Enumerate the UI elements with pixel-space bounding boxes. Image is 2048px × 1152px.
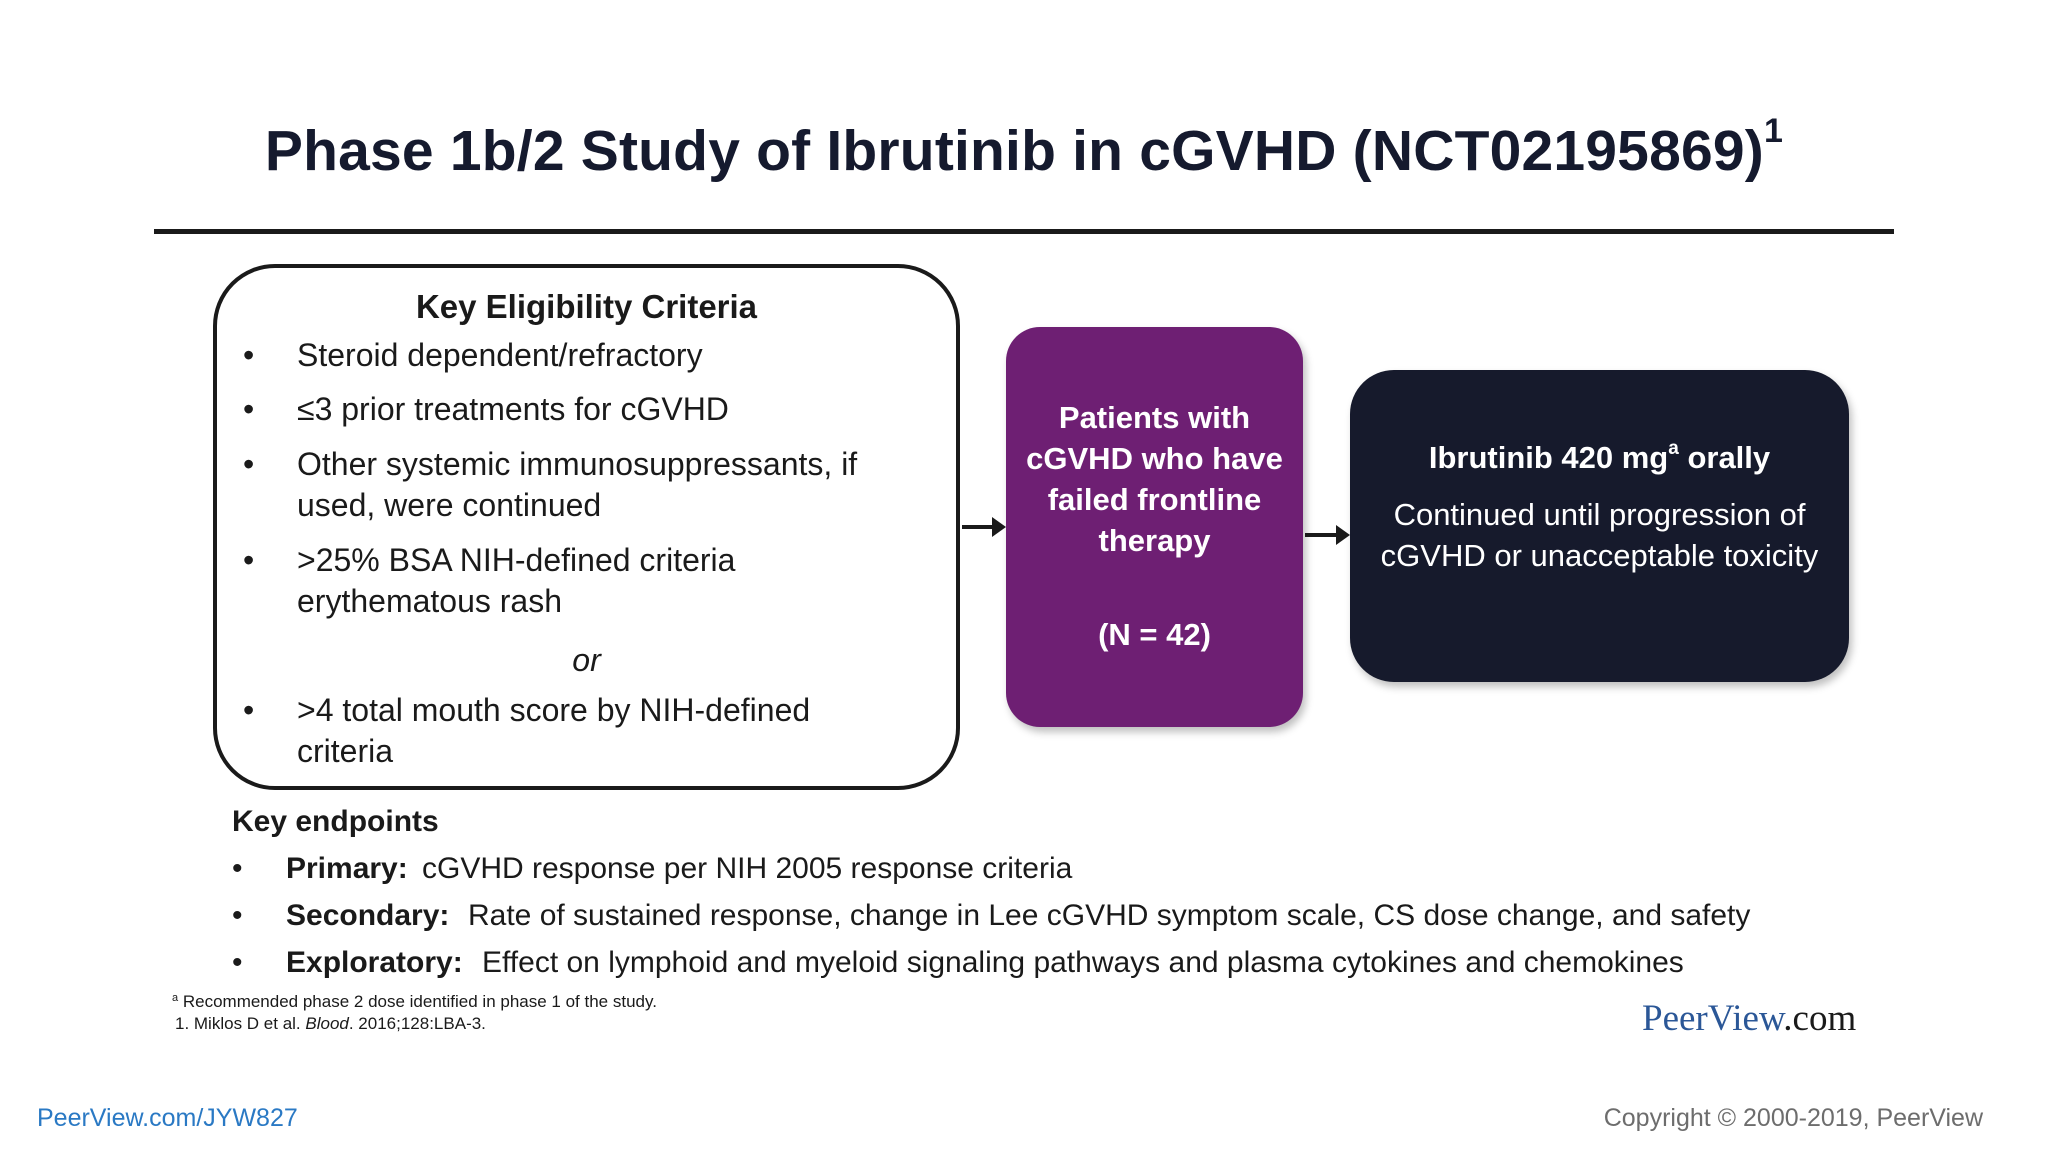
bullet: • <box>243 692 255 728</box>
bullet: • <box>232 899 243 932</box>
endpoints-title: Key endpoints <box>232 805 439 838</box>
peerview-logo <box>1642 997 1856 1040</box>
bullet: • <box>232 852 243 885</box>
patients-description: Patients with cGVHD who have failed frontline therapy <box>1026 400 1283 558</box>
patients-box <box>1006 327 1303 727</box>
bullet: • <box>243 391 255 427</box>
treatment-drug: Ibrutinib 420 mg <box>1428 440 1669 475</box>
bullet: • <box>243 337 255 373</box>
criteria-title: Key Eligibility Criteria <box>415 288 758 325</box>
bullet: • <box>243 446 255 482</box>
footnote-reference <box>175 1014 486 1034</box>
slide-title-ref: 1 <box>1763 112 1784 150</box>
endpoint-label: Primary: <box>286 852 408 885</box>
criteria-or: or <box>572 642 601 678</box>
criteria-item-text: ≤3 prior treatments for cGVHD <box>297 391 729 427</box>
endpoint-text: cGVHD response per NIH 2005 response criteria <box>422 852 1073 885</box>
arrow-right-icon <box>962 525 1002 529</box>
footnote-a-mark: a <box>172 992 179 1004</box>
logo-suffix: .com <box>1783 998 1857 1039</box>
treatment-box <box>1350 370 1849 682</box>
title-divider <box>154 229 1894 234</box>
footnote-a-text: Recommended phase 2 dose identified in phase 1 of the study. <box>178 992 657 1011</box>
treatment-footnote-mark: a <box>1668 438 1679 459</box>
logo-name: PeerView <box>1642 998 1784 1039</box>
footnote-a <box>172 992 657 1012</box>
criteria-item-text: Other systemic immunosuppressants, if used, were continued <box>297 446 858 523</box>
criteria-item-text: >25% BSA NIH-defined criteria erythematous rash <box>297 542 736 619</box>
endpoint-label: Exploratory: <box>286 946 463 979</box>
reference-details: . 2016;128:LBA-3. <box>348 1014 486 1033</box>
endpoint-label: Secondary: <box>286 899 450 932</box>
bullet: • <box>232 946 243 979</box>
criteria-item-text: Steroid dependent/refractory <box>297 337 703 373</box>
reference-journal: Blood <box>305 1014 349 1033</box>
eligibility-criteria-box <box>213 264 960 790</box>
slide-title-text: Phase 1b/2 Study of Ibrutinib in cGVHD (NCT02195869) <box>264 119 1764 183</box>
patients-count: (N = 42) <box>1098 617 1211 652</box>
endpoint-text: Rate of sustained response, change in Lee cGVHD symptom scale, CS dose change, and safety <box>468 899 1751 932</box>
copyright-text: Copyright © 2000-2019, PeerView <box>1603 1104 1983 1132</box>
treatment-route: orally <box>1678 440 1771 475</box>
bullet: • <box>243 542 255 578</box>
slide-title <box>0 112 2048 184</box>
reference-authors: 1. Miklos D et al. <box>175 1014 306 1033</box>
treatment-description: Continued until progression of cGVHD or unacceptable toxicity <box>1380 497 1819 573</box>
criteria-item-text: >4 total mouth score by NIH-defined criteria <box>297 692 811 769</box>
treatment-heading <box>1350 440 1849 476</box>
program-link[interactable]: PeerView.com/JYW827 <box>37 1104 298 1132</box>
endpoint-text: Effect on lymphoid and myeloid signaling pathways and plasma cytokines and chemokines <box>482 946 1684 979</box>
arrow-right-icon <box>1305 533 1346 537</box>
